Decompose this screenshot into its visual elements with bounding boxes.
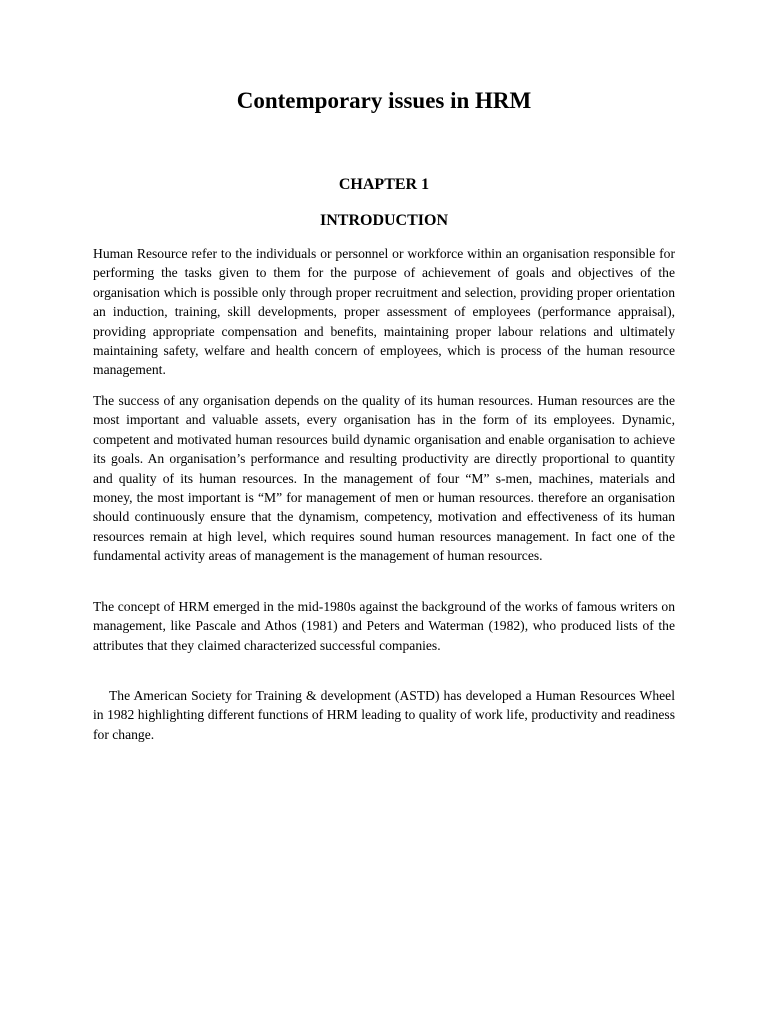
paragraph-success-of-organisation: The success of any organisation depends on the quality of its human resources. Human resources are the most important and valuable assets, every organisation has in the form of its employees. Dynamic, competent and motivated human resources build dynamic organisation and enable organisation to achieve its goals. An organisation’s performance and resulting productivity are directly proportional to quantity and quality of its human resources. In the management of four “M” s-men, machines, materials and money, the most important is “M” for management of men or human resources. therefore an organisation should continuously ensure that the dynamism, competency, motivation and effectiveness of its human resources remain at high level, which requires sound human resources management. In fact one of the fundamental activity areas of management is the management of human resources. [93, 393, 675, 564]
chapter-heading: CHAPTER 1 [338, 176, 430, 193]
paragraph-astd-wheel: The American Society for Training & development (ASTD) has developed a Human Resources Wheel in 1982 highlighting different functions of HRM leading to quality of work life, productivity and readiness for change. [93, 688, 675, 742]
paragraph-hrm-concept: The concept of HRM emerged in the mid-1980s against the background of the works of famous writers on management, like Pascale and Athos (1981) and Peters and Waterman (1982), who produced lists of the attributes that they claimed characterized successful companies. [93, 599, 675, 653]
section-heading: INTRODUCTION [319, 212, 448, 229]
document-title: Contemporary issues in HRM [236, 88, 532, 113]
paragraph-human-resource-definition: Human Resource refer to the individuals or personnel or workforce within an organisation responsible for performing the tasks given to them for the purpose of achievement of goals and objectives of the organisation which is possible only through proper recruitment and selection, providing proper orientation an induction, training, skill developments, proper assessment of employees (performance appraisal), providing appropriate compensation and benefits, maintaining proper labour relations and ultimately maintaining safety, welfare and health concern of employees, which is process of the human resource management. [93, 246, 675, 378]
